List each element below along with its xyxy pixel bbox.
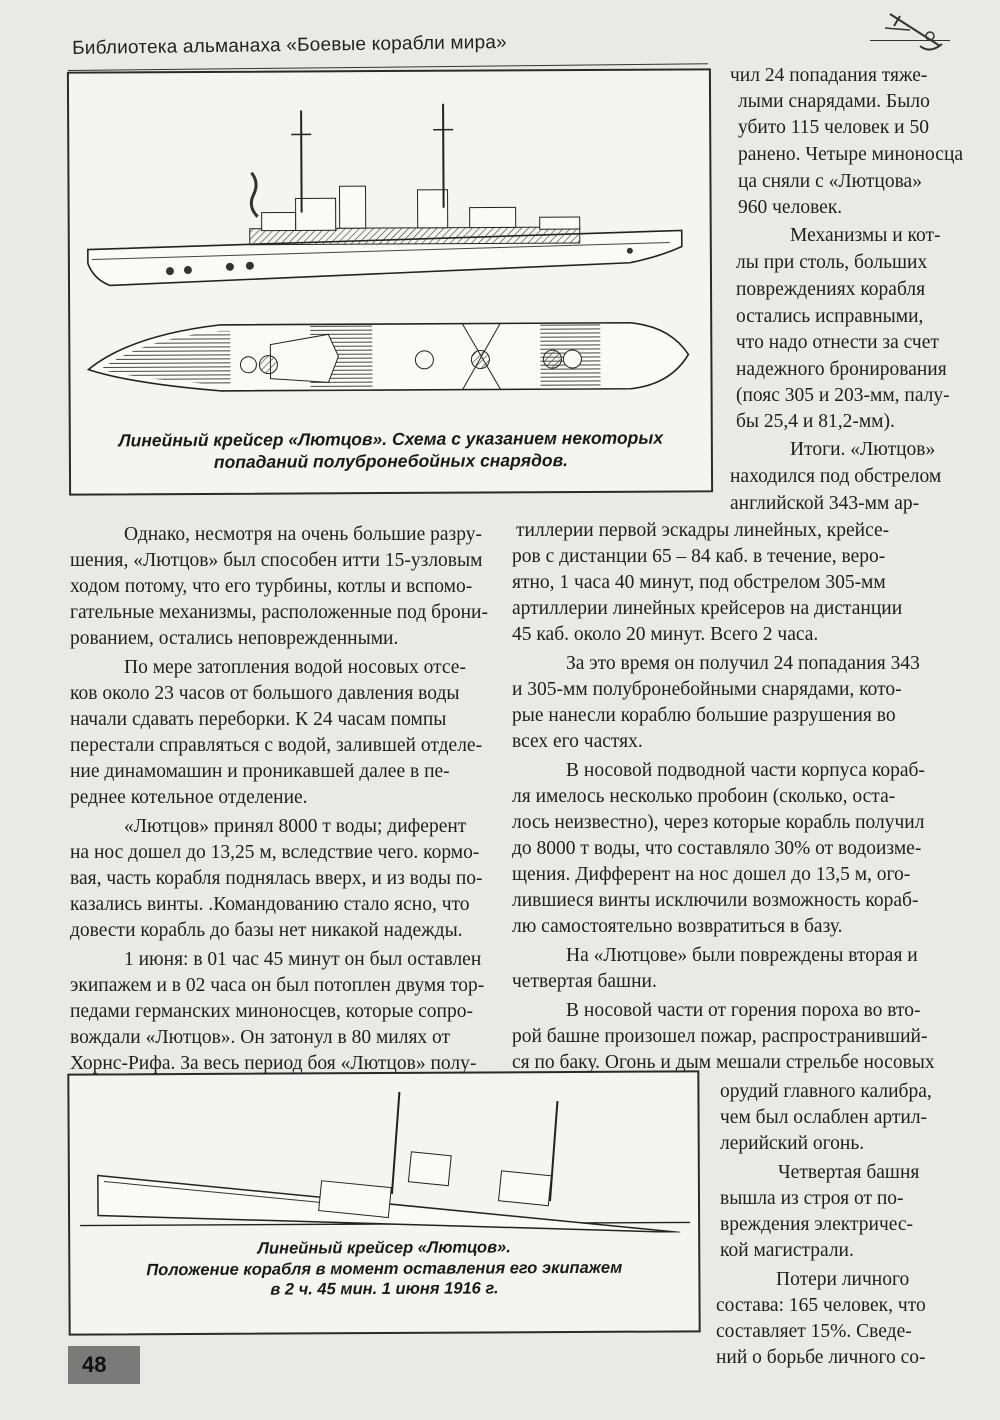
text-line: рые нанесли кораблю большие разрушения во <box>512 705 896 726</box>
text-line: За это время он получил 24 попадания 343 <box>566 653 920 674</box>
text-line: ров с дистанции 65 – 84 каб. в течение, веро- <box>512 546 886 567</box>
text-line: ходом потому, что его турбины, котлы и вспомо- <box>70 576 473 597</box>
caption-line: в 2 ч. 45 мин. 1 июня 1916 г. <box>270 1279 499 1299</box>
text-line: лы при столь, больших <box>736 252 928 273</box>
text-line: и 305-мм полубронебойными снарядами, кото- <box>512 679 902 700</box>
text-line: рованием, остались неповрежденными. <box>70 628 399 649</box>
text-line: Потери личного <box>776 1269 910 1290</box>
text-line: вождали «Лютцов». Он затонул в 80 милях от <box>70 1027 451 1048</box>
ship-profile-drawing <box>69 70 711 423</box>
text-line: начали сдавать переборки. К 24 часам помпы <box>70 709 447 730</box>
text-line: ние динамомашин и проникавшей далее в пе- <box>70 761 450 782</box>
text-line: вреждения электричес- <box>720 1214 914 1235</box>
sinking-ship-drawing <box>69 1072 698 1235</box>
text-line: реднее котельное отделение. <box>70 787 308 808</box>
text-line: состава: 165 человек, что <box>716 1295 926 1316</box>
running-header: Библиотека альманаха «Боевые корабли мира» <box>72 31 508 59</box>
text-line: четвертая башни. <box>512 971 657 992</box>
text-line: что надо отнести за счет <box>736 332 939 353</box>
text-line: английской 343-мм ар- <box>730 493 920 514</box>
text-line: ля имелось несколько пробоин (сколько, оста- <box>512 786 896 807</box>
text-line: шения, «Лютцов» был способен итти 15-узловым <box>70 550 483 571</box>
text-line: По мере затопления водой носовых отсе- <box>124 657 466 678</box>
text-line: вышла из строя от по- <box>720 1188 904 1209</box>
text-line: лыми снарядами. Было <box>738 91 930 112</box>
caption-line: Линейный крейсер «Лютцов». <box>257 1238 511 1258</box>
figure-sinking-ship <box>67 1070 700 1335</box>
anchor-emblem-icon <box>880 6 950 54</box>
text-line: ятно, 1 часа 40 минут, под обстрелом 305-мм <box>512 572 886 593</box>
text-line: кой магистрали. <box>720 1240 854 1261</box>
text-line: 1 июня: в 01 час 45 минут он был оставлен <box>124 949 482 970</box>
text-line: чил 24 попадания тяже- <box>730 65 928 86</box>
text-line: 45 каб. около 20 минут. Всего 2 часа. <box>512 624 819 645</box>
text-line: рой башне произошел пожар, распространивший- <box>512 1026 928 1047</box>
text-line: Хорнс-Рифа. За весь период боя «Лютцов» полу- <box>70 1053 477 1074</box>
text-line: ранено. Четыре миноносца <box>738 144 964 165</box>
text-line: Четвертая башня <box>778 1162 920 1183</box>
text-line: надежного бронирования <box>736 359 947 380</box>
text-line: лось неизвестно), через которые корабль получил <box>512 812 925 833</box>
text-line: лю самостоятельно возвратиться в базу. <box>512 916 843 937</box>
text-line: артиллерии линейных крейсеров на дистанции <box>512 598 903 619</box>
text-line: ца сняли с «Лютцова» <box>738 171 922 192</box>
text-line: на нос дошел до 13,25 м, вследствие чего. кормо- <box>70 842 480 863</box>
text-line: педами германских миноносцев, которые сопро- <box>70 1001 473 1022</box>
text-line: довести корабль до базы нет никакой надежды. <box>70 920 463 941</box>
text-line: всех его частях. <box>512 731 643 752</box>
text-line: Итоги. «Лютцов» <box>790 439 936 460</box>
figure2-caption <box>70 1236 698 1301</box>
text-line: составляет 15%. Сведе- <box>716 1321 912 1342</box>
text-line: лившиеся винты исключили возможность кораб- <box>512 890 919 911</box>
text-line: повреждениях корабля <box>736 279 926 300</box>
text-line: Механизмы и кот- <box>790 225 941 246</box>
text-line: экипажем и в 02 часа он был потоплен двумя тор- <box>70 975 485 996</box>
caption-line: Линейный крейсер «Лютцов». Схема с указанием некоторых <box>118 427 664 451</box>
text-line: «Лютцов» принял 8000 т воды; диферент <box>124 816 467 837</box>
figure-ship-hit-diagram <box>67 68 713 495</box>
text-line: вая, часть корабля поднялась вверх, и из воды по- <box>70 868 483 889</box>
text-line: тиллерии первой эскадры линейных, крейсе- <box>516 520 890 541</box>
text-line: На «Лютцове» были повреждены вторая и <box>566 945 918 966</box>
text-line: ний о борьбе личного со- <box>716 1347 926 1368</box>
text-line: до 8000 т воды, что составляло 30% от водоизме- <box>512 838 922 859</box>
text-line: остались исправными, <box>736 306 924 327</box>
text-line: убито 115 человек и 50 <box>738 117 929 138</box>
text-line: 960 человек. <box>738 197 843 218</box>
text-line: В носовой подводной части корпуса кораб- <box>566 760 925 781</box>
caption-line: Положение корабля в момент оставления его экипажем <box>146 1258 623 1279</box>
text-line: находился под обстрелом <box>730 466 942 487</box>
text-line: лерийский огонь. <box>720 1133 865 1154</box>
text-line: бы 25,4 и 81,2-мм). <box>736 411 895 432</box>
text-line: Однако, несмотря на очень большие разру- <box>124 524 482 545</box>
text-line: В носовой части от горения пороха во вто- <box>566 1000 921 1021</box>
text-line: орудий главного калибра, <box>720 1081 932 1102</box>
text-line: ков около 23 часов от большого давления воды <box>70 683 460 704</box>
text-line: щения. Дифферент на нос дошел до 13,5 м, ого- <box>512 864 911 885</box>
text-line: гательные механизмы, расположенные под брони- <box>70 602 488 623</box>
text-line: (пояс 305 и 203-мм, палу- <box>736 385 950 406</box>
text-line: перестали справляться с водой, залившей отделе- <box>70 735 483 756</box>
text-line: чем был ослаблен артил- <box>720 1107 928 1128</box>
page-number: 48 <box>68 1346 140 1384</box>
text-line: ся по баку. Огонь и дым мешали стрельбе носовых <box>512 1052 935 1073</box>
caption-line: попаданий полубронебойных снарядов. <box>213 450 569 472</box>
figure1-caption <box>71 426 711 473</box>
text-line: казались винты. .Командованию стало ясно, что <box>70 894 470 915</box>
